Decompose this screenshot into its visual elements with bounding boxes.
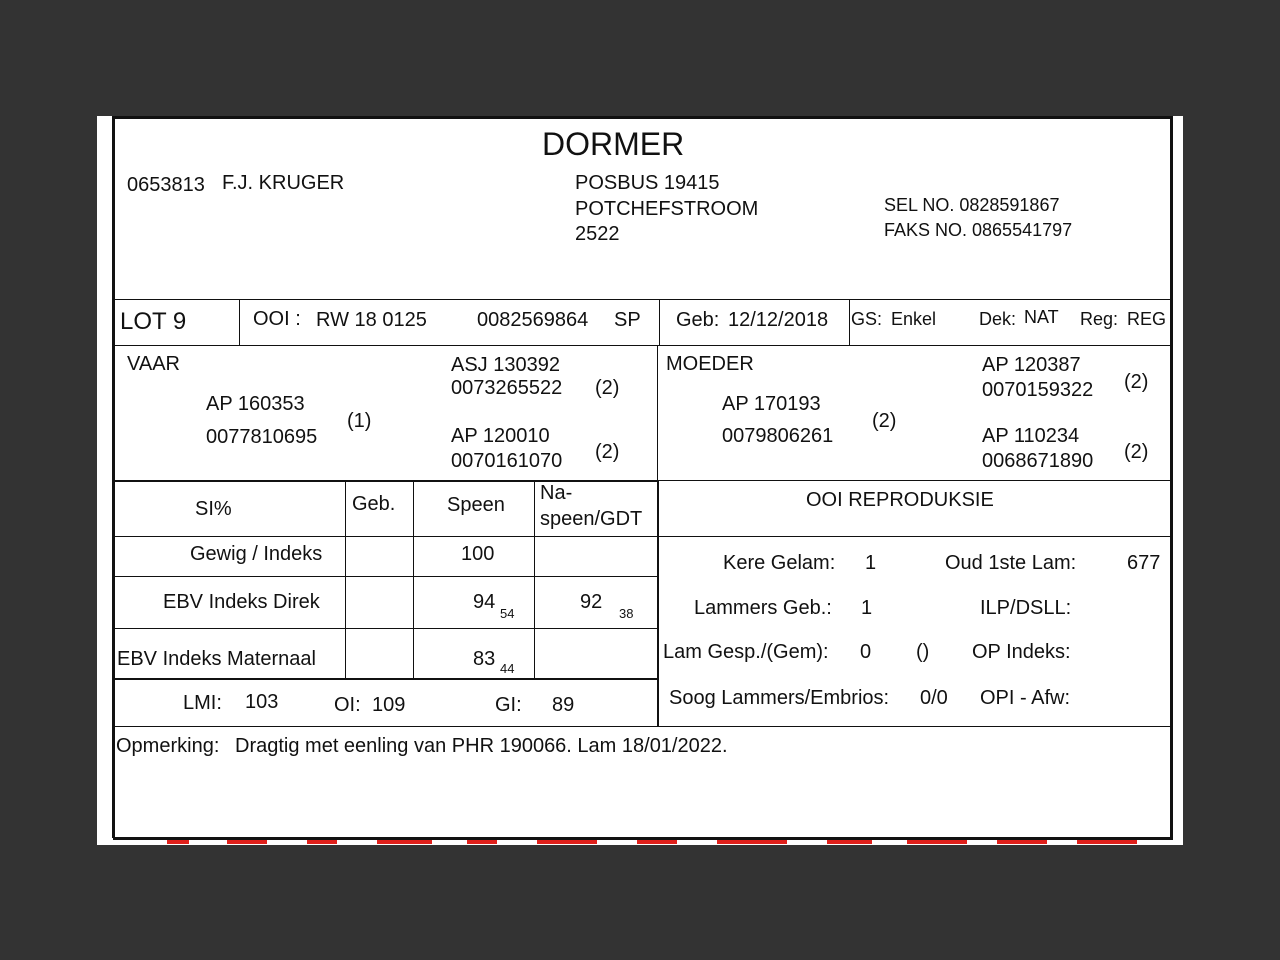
op-indeks-label: OP Indeks: bbox=[972, 641, 1071, 663]
dam-grade: (2) bbox=[872, 410, 897, 432]
gs-value: Enkel bbox=[891, 309, 937, 329]
soog-lammers-label: Soog Lammers/Embrios: bbox=[669, 687, 890, 709]
fax-number: FAKS NO. 0865541797 bbox=[884, 220, 1073, 240]
dam-sire-id: AP 120387 bbox=[982, 354, 1081, 376]
maternaal-speen-value: 83 bbox=[473, 648, 496, 670]
oi-label: OI: bbox=[334, 694, 361, 716]
lmi-value: 103 bbox=[245, 691, 279, 713]
lot-card bbox=[97, 116, 1183, 845]
sire-dam-id: AP 120010 bbox=[451, 425, 550, 447]
geb-label: Geb: bbox=[676, 309, 720, 331]
sire-dam-grade: (2) bbox=[595, 441, 620, 463]
reproduction-title: OOI REPRODUKSIE bbox=[806, 489, 994, 511]
dam-dam-number: 0068671890 bbox=[982, 450, 1094, 472]
lammers-geb-label: Lammers Geb.: bbox=[694, 597, 832, 619]
reg-label: Reg: bbox=[1080, 309, 1119, 329]
lammers-geb-value: 1 bbox=[861, 597, 873, 619]
breeder-name: F.J. KRUGER bbox=[222, 172, 345, 194]
dam-dam-grade: (2) bbox=[1124, 441, 1149, 463]
direk-speen-accuracy: 54 bbox=[500, 606, 515, 621]
gi-label: GI: bbox=[495, 694, 522, 716]
reproduction-title-line bbox=[659, 536, 1173, 537]
address-line-3: 2522 bbox=[575, 223, 620, 245]
sire-sire-number: 0073265522 bbox=[451, 377, 563, 399]
index-col-line-3 bbox=[534, 481, 535, 679]
geb-header: Geb. bbox=[352, 493, 396, 515]
lmi-label: LMI: bbox=[183, 692, 222, 714]
sire-sire-id: ASJ 130392 bbox=[451, 354, 560, 376]
index-right-line bbox=[657, 481, 659, 726]
index-row-line-1 bbox=[113, 576, 658, 577]
lam-gesp-gem: () bbox=[916, 641, 930, 663]
address-line-2: POTCHEFSTROOM bbox=[575, 198, 759, 220]
index-col-line-1 bbox=[345, 481, 346, 679]
lot-divider-2 bbox=[659, 299, 660, 346]
frame-left bbox=[112, 116, 115, 838]
oud-1ste-lam-label: Oud 1ste Lam: bbox=[945, 552, 1077, 574]
breed-title: DORMER bbox=[542, 126, 685, 162]
direk-speen-value: 94 bbox=[473, 591, 496, 613]
row-direk-label: EBV Indeks Direk bbox=[163, 591, 320, 613]
remarks-top-line bbox=[113, 726, 1173, 727]
pedigree-divider bbox=[657, 345, 658, 481]
sire-id: AP 160353 bbox=[206, 393, 305, 415]
dam-number: 0079806261 bbox=[722, 425, 834, 447]
si-header: SI% bbox=[195, 498, 232, 520]
red-footer-marks bbox=[167, 838, 1167, 845]
kere-gelam-value: 1 bbox=[865, 552, 877, 574]
dam-dam-id: AP 110234 bbox=[982, 425, 1080, 447]
dek-value: NAT bbox=[1024, 307, 1059, 327]
lot-number: LOT 9 bbox=[120, 308, 187, 335]
lot-divider-3 bbox=[849, 299, 850, 346]
member-number: 0653813 bbox=[127, 174, 205, 196]
lot-row-bottom-line bbox=[113, 345, 1173, 346]
dek-label: Dek: bbox=[979, 309, 1017, 329]
speen-header: Speen bbox=[447, 494, 505, 516]
ilp-dsll-label: ILP/DSLL: bbox=[980, 597, 1072, 619]
maternaal-speen-accuracy: 44 bbox=[500, 661, 515, 676]
moeder-label: MOEDER bbox=[666, 353, 754, 375]
index-row-line-2 bbox=[113, 628, 658, 629]
sire-number: 0077810695 bbox=[206, 426, 318, 448]
index-header-line bbox=[113, 536, 658, 537]
ooi-label: OOI : bbox=[253, 308, 301, 330]
oud-1ste-lam-value: 677 bbox=[1127, 552, 1161, 574]
dam-sire-number: 0070159322 bbox=[982, 379, 1094, 401]
remarks-label: Opmerking: bbox=[116, 735, 220, 757]
sire-grade: (1) bbox=[347, 410, 372, 432]
gewig-speen-value: 100 bbox=[461, 543, 495, 565]
row-maternaal-label: EBV Indeks Maternaal bbox=[117, 648, 316, 670]
opi-afw-label: OPI - Afw: bbox=[980, 687, 1071, 709]
ooi-id: RW 18 0125 bbox=[316, 309, 427, 331]
lam-gesp-label: Lam Gesp./(Gem): bbox=[663, 641, 829, 663]
dam-sire-grade: (2) bbox=[1124, 371, 1149, 393]
ooi-code: SP bbox=[614, 309, 641, 331]
sire-dam-number: 0070161070 bbox=[451, 450, 563, 472]
pedigree-bottom-line-right bbox=[658, 480, 1173, 481]
oi-value: 109 bbox=[372, 694, 406, 716]
gs-label: GS: bbox=[851, 309, 883, 329]
gi-value: 89 bbox=[552, 694, 575, 716]
pedigree-bottom-line-left bbox=[113, 480, 658, 482]
lot-divider-1 bbox=[239, 299, 240, 346]
reg-value: REG bbox=[1127, 309, 1167, 329]
frame-top bbox=[113, 116, 1173, 119]
index-col-line-2 bbox=[413, 481, 414, 679]
frame-right bbox=[1170, 116, 1173, 838]
direk-naspeen-value: 92 bbox=[580, 591, 603, 613]
naspeen-header-2: speen/GDT bbox=[540, 508, 643, 530]
cell-number: SEL NO. 0828591867 bbox=[884, 195, 1060, 215]
soog-lammers-value: 0/0 bbox=[920, 687, 948, 709]
naspeen-header-1: Na- bbox=[540, 482, 573, 504]
direk-naspeen-accuracy: 38 bbox=[619, 606, 634, 621]
kere-gelam-label: Kere Gelam: bbox=[723, 552, 836, 574]
geb-date: 12/12/2018 bbox=[728, 309, 829, 331]
dam-id: AP 170193 bbox=[722, 393, 821, 415]
lot-row-top-line bbox=[113, 299, 1173, 300]
ooi-number: 0082569864 bbox=[477, 309, 589, 331]
index-bottom-line bbox=[113, 678, 658, 680]
vaar-label: VAAR bbox=[127, 353, 180, 375]
remarks-text: Dragtig met eenling van PHR 190066. Lam 18/01/2022. bbox=[235, 735, 728, 757]
address-line-1: POSBUS 19415 bbox=[575, 172, 720, 194]
sire-sire-grade: (2) bbox=[595, 377, 620, 399]
lam-gesp-value: 0 bbox=[860, 641, 872, 663]
row-gewig-label: Gewig / Indeks bbox=[190, 543, 323, 565]
